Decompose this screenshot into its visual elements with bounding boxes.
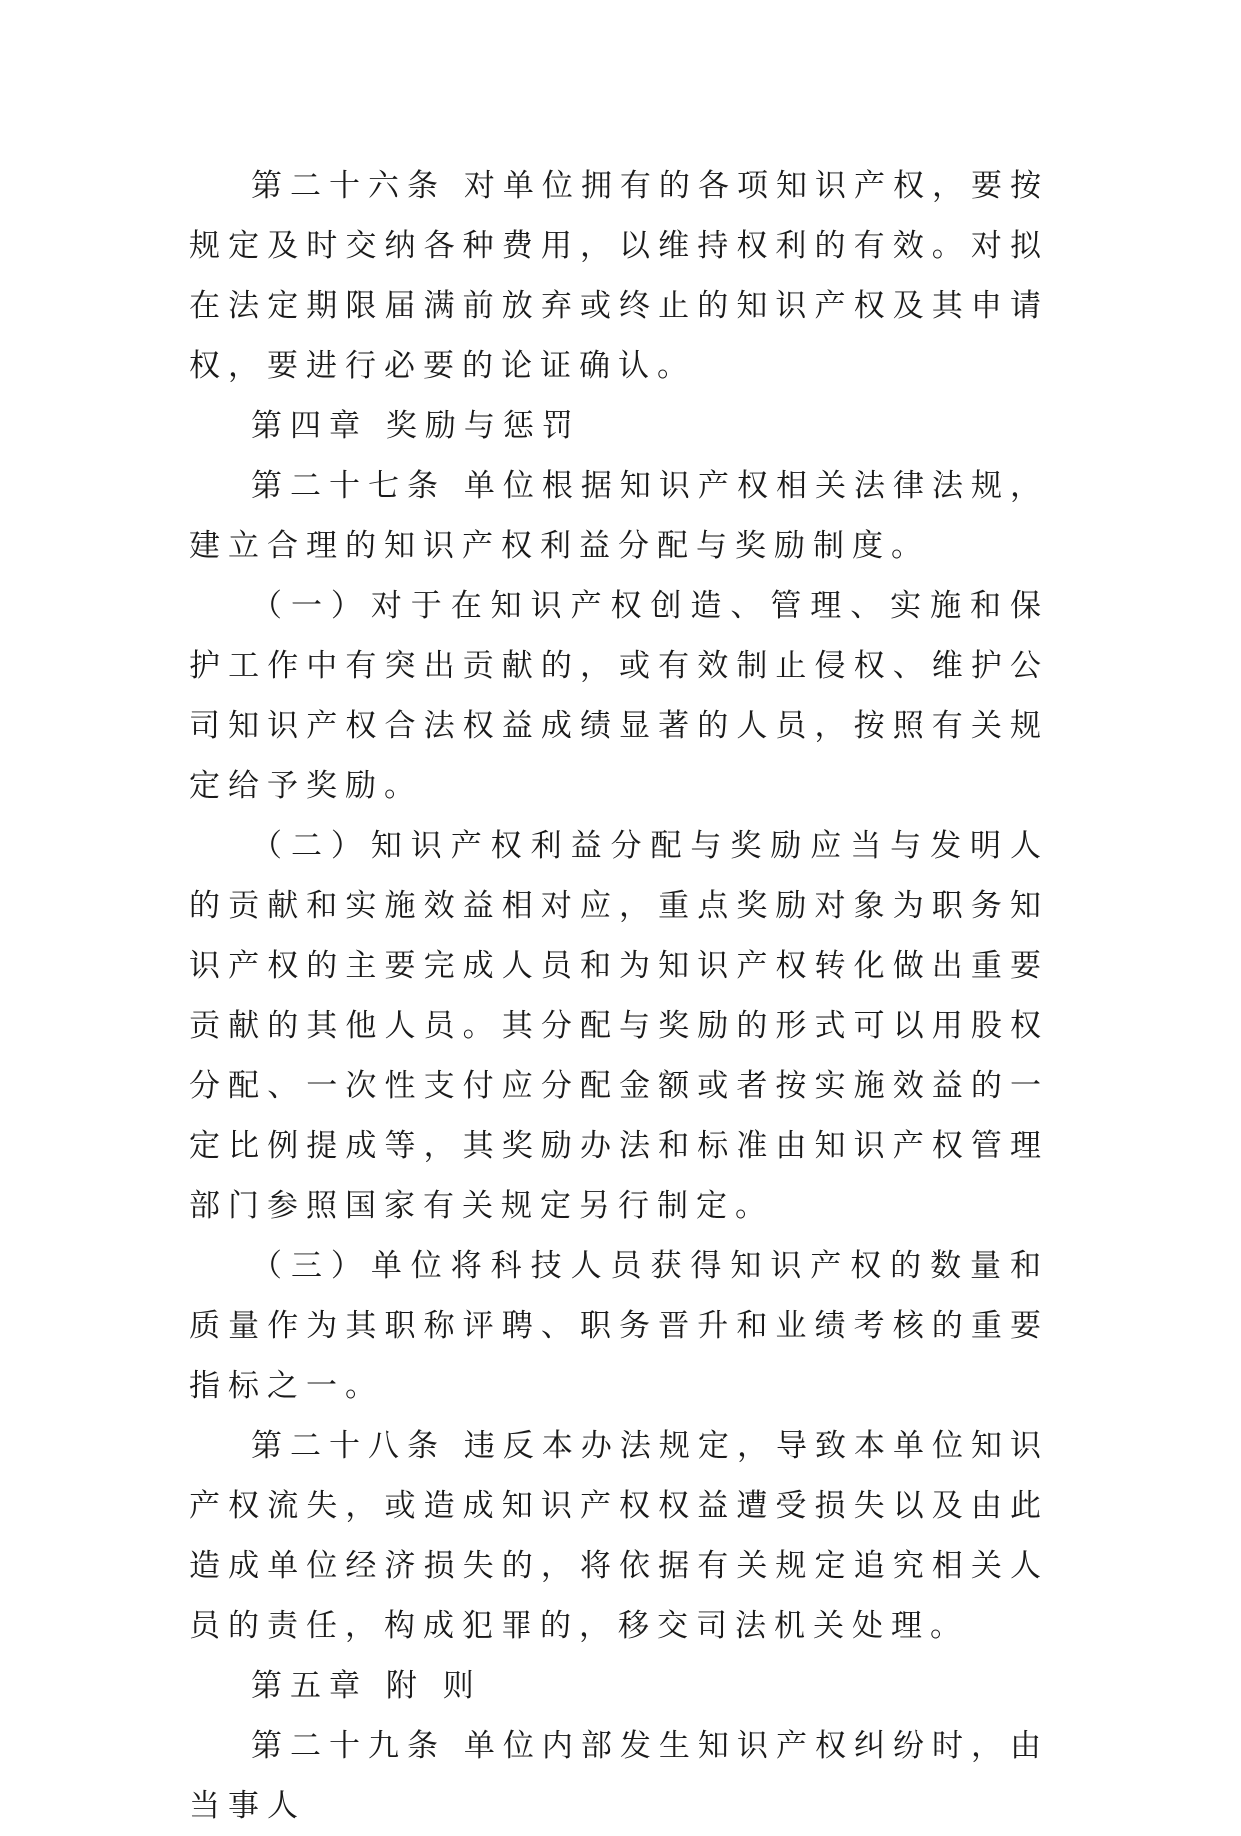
article-27-item-3: （三）单位将科技人员获得知识产权的数量和质量作为其职称评聘、职务晋升和业绩考核的重要指标之一。 — [189, 1248, 1049, 1404]
article-28: 第二十八条 违反本办法规定，导致本单位知识产权流失，或造成知识产权权益遭受损失以及由此造成单位经济损失的，将依据有关规定追究相关人员的责任，构成犯罪的，移交司法机关处理。 — [189, 1428, 1049, 1644]
article-27: 第二十七条 单位根据知识产权相关法律法规，建立合理的知识产权利益分配与奖励制度。 — [189, 468, 1049, 564]
chapter-4-heading: 第四章 奖励与惩罚 — [251, 408, 581, 444]
article-26: 第二十六条 对单位拥有的各项知识产权，要按规定及时交纳各种费用，以维持权利的有效。对拟在法定期限届满前放弃或终止的知识产权及其申请权，要进行必要的论证确认。 — [189, 168, 1049, 384]
document-body — [189, 156, 1049, 1836]
article-27-item-1: （一）对于在知识产权创造、管理、实施和保护工作中有突出贡献的，或有效制止侵权、维护公司知识产权合法权益成绩显著的人员，按照有关规定给予奖励。 — [189, 588, 1049, 804]
article-27-item-2: （二）知识产权利益分配与奖励应当与发明人的贡献和实施效益相对应，重点奖励对象为职务知识产权的主要完成人员和为知识产权转化做出重要贡献的其他人员。其分配与奖励的形式可以用股权分配、一次性支付应分配金额或者按实施效益的一定比例提成等，其奖励办法和标准由知识产权管理部门参照国家有关规定另行制定。 — [189, 828, 1049, 1224]
article-29: 第二十九条 单位内部发生知识产权纠纷时，由当事人 — [189, 1728, 1049, 1824]
chapter-5-heading: 第五章 附 则 — [251, 1668, 482, 1704]
